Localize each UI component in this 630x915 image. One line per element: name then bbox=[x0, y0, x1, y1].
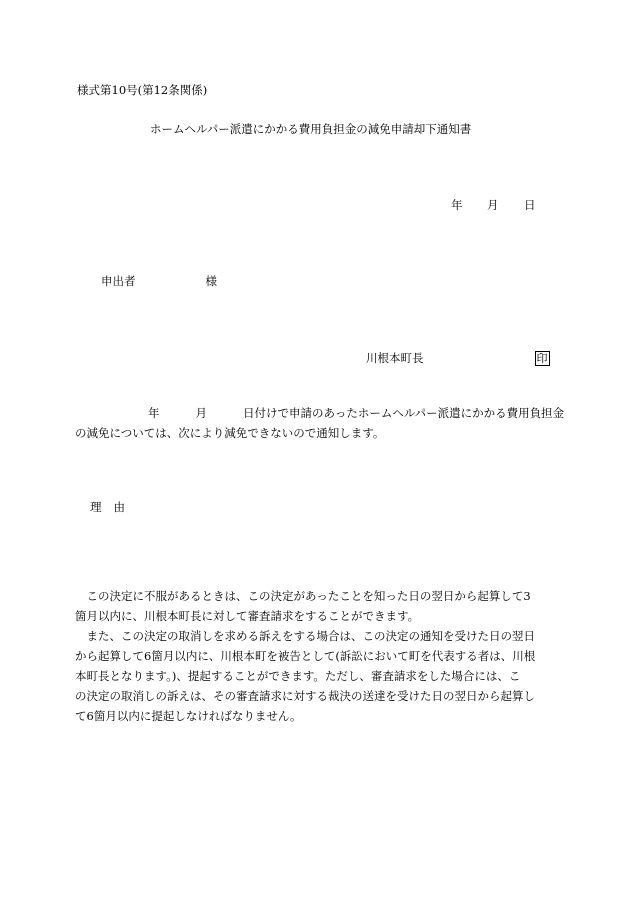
addressee bbox=[101, 276, 217, 288]
addressee-honorific: 様 bbox=[205, 274, 217, 288]
notice-line: 箇月以内に、川根本町長に対して審査請求をすることができます。 bbox=[75, 609, 420, 623]
reason-heading: 理 由 bbox=[90, 500, 125, 514]
issuer-name: 川根本町長 bbox=[366, 351, 424, 365]
body-paragraph bbox=[75, 403, 576, 443]
date-line bbox=[451, 200, 536, 212]
document-title: ホームヘルパー派遣にかかる費用負担金の減免申請却下通知書 bbox=[150, 122, 472, 136]
notice-line: から起算して6箇月以内に、川根本町を被告として(訴訟において町を代表する者は、川根 bbox=[75, 649, 536, 663]
seal-mark: 印 bbox=[536, 352, 548, 365]
notice-line: て6箇月以内に提起しなければなりません。 bbox=[75, 709, 302, 723]
notice-line: また、この決定の取消しを求める訴えをする場合は、この決定の通知を受けた日の翌日 bbox=[75, 629, 535, 643]
body-line-1-text: 日付けで申請のあったホームヘルパー派遣にかかる費用負担金 bbox=[243, 406, 565, 420]
body-month-label: 月 bbox=[195, 406, 207, 420]
notice-line: の決定の取消しの訴えは、その審査請求に対する裁決の送達を受けた日の翌日から起算し bbox=[75, 689, 535, 703]
body-line-1 bbox=[86, 403, 576, 423]
date-month-label: 月 bbox=[487, 198, 499, 212]
body-line-2: の減免については、次により減免できないので通知します。 bbox=[75, 426, 385, 440]
notice-line: この決定に不服があるときは、この決定があったことを知った日の翌日から起算して3 bbox=[75, 589, 531, 603]
issuer bbox=[366, 351, 550, 366]
body-year-label: 年 bbox=[148, 406, 160, 420]
notice-line: 本町長となります。)、提起することができます。ただし、審査請求をした場合には、こ bbox=[75, 669, 521, 683]
appeal-notice bbox=[75, 586, 585, 726]
date-day-label: 日 bbox=[524, 198, 536, 212]
date-year-label: 年 bbox=[451, 198, 463, 212]
form-number: 様式第10号(第12条関係) bbox=[77, 83, 208, 97]
addressee-label: 申出者 bbox=[101, 274, 136, 288]
